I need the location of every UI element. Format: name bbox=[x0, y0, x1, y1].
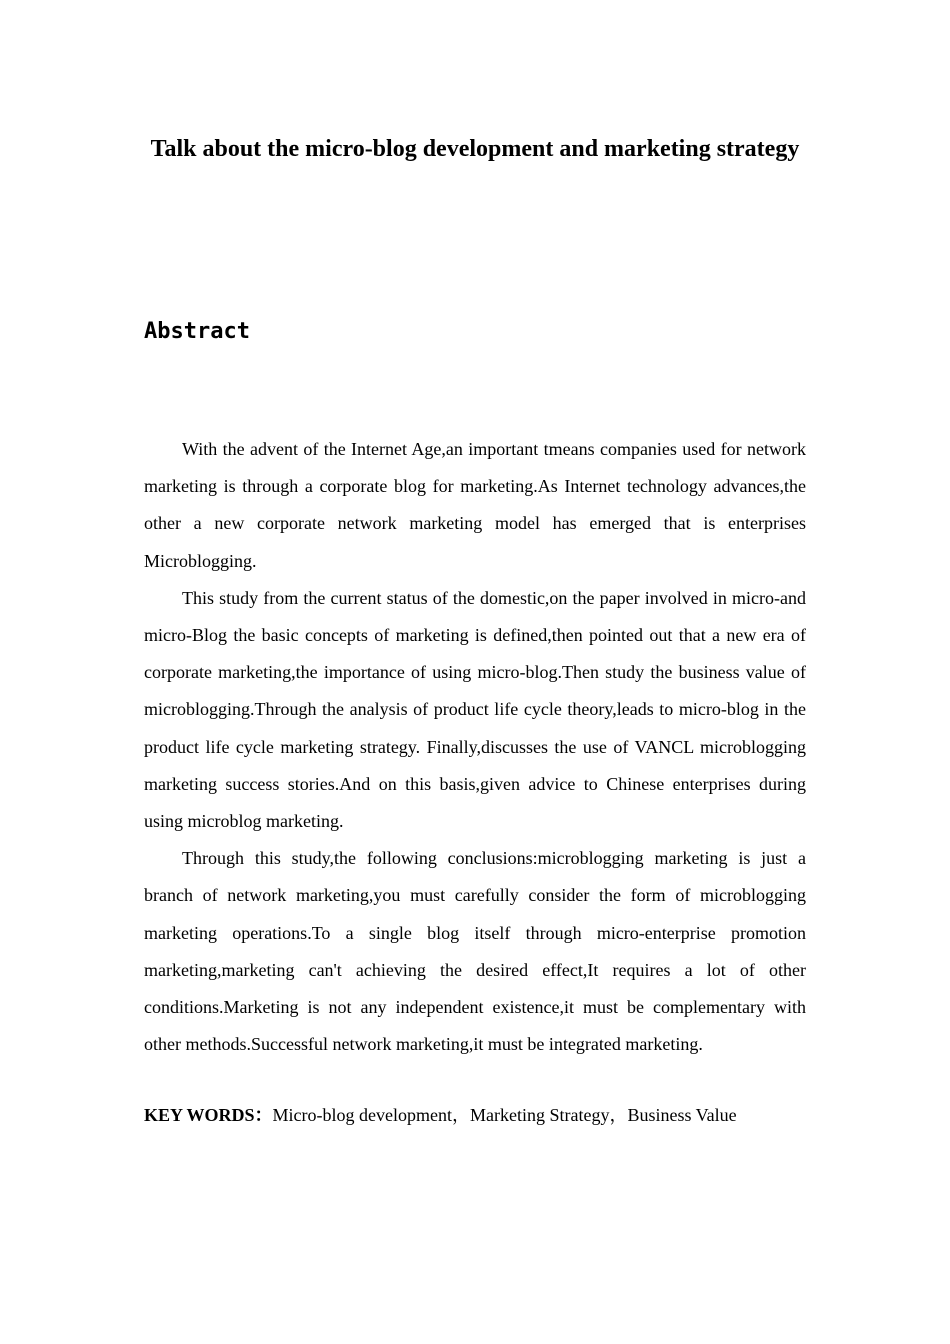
keywords-line bbox=[144, 1097, 806, 1134]
abstract-paragraph-1: With the advent of the Internet Age,an important tmeans companies used for network marketing is through a corporate blog for marketing.As Internet technology advances,the other a new corporate network marketing model has emerged that is enterprises Microblogging. bbox=[144, 439, 806, 571]
abstract-paragraph-3: Through this study,the following conclusions:microblogging marketing is just a branch of network marketing,you must carefully consider the form of microblogging marketing operations.To a single blog itself through micro-enterprise promotion marketing,marketing can't achieving the desired effect,It requires a lot of other conditions.Marketing is not any independent existence,it must be complementary with other methods.Successful network marketing,it must be integrated marketing. bbox=[144, 848, 806, 1055]
keywords-label: KEY WORDS： bbox=[144, 1105, 273, 1125]
paper-title: Talk about the micro-blog development and marketing strategy bbox=[150, 136, 800, 162]
abstract-paragraph-2: This study from the current status of the domestic,on the paper involved in micro-and micro-Blog the basic concepts of marketing is defined,then pointed out that a new era of corporate marketing,the importance of using micro-blog.Then study the business value of microblogging.Through the analysis of product life cycle theory,leads to micro-blog in the product life cycle marketing strategy. Finally,discusses the use of VANCL microblogging marketing success stories.And on this basis,given advice to Chinese enterprises during using microblog marketing. bbox=[144, 587, 806, 832]
abstract-heading: Abstract bbox=[144, 319, 250, 344]
abstract-body bbox=[144, 431, 806, 1063]
keywords-list: Micro-blog development，Marketing Strategy，Business Value bbox=[272, 1105, 737, 1125]
